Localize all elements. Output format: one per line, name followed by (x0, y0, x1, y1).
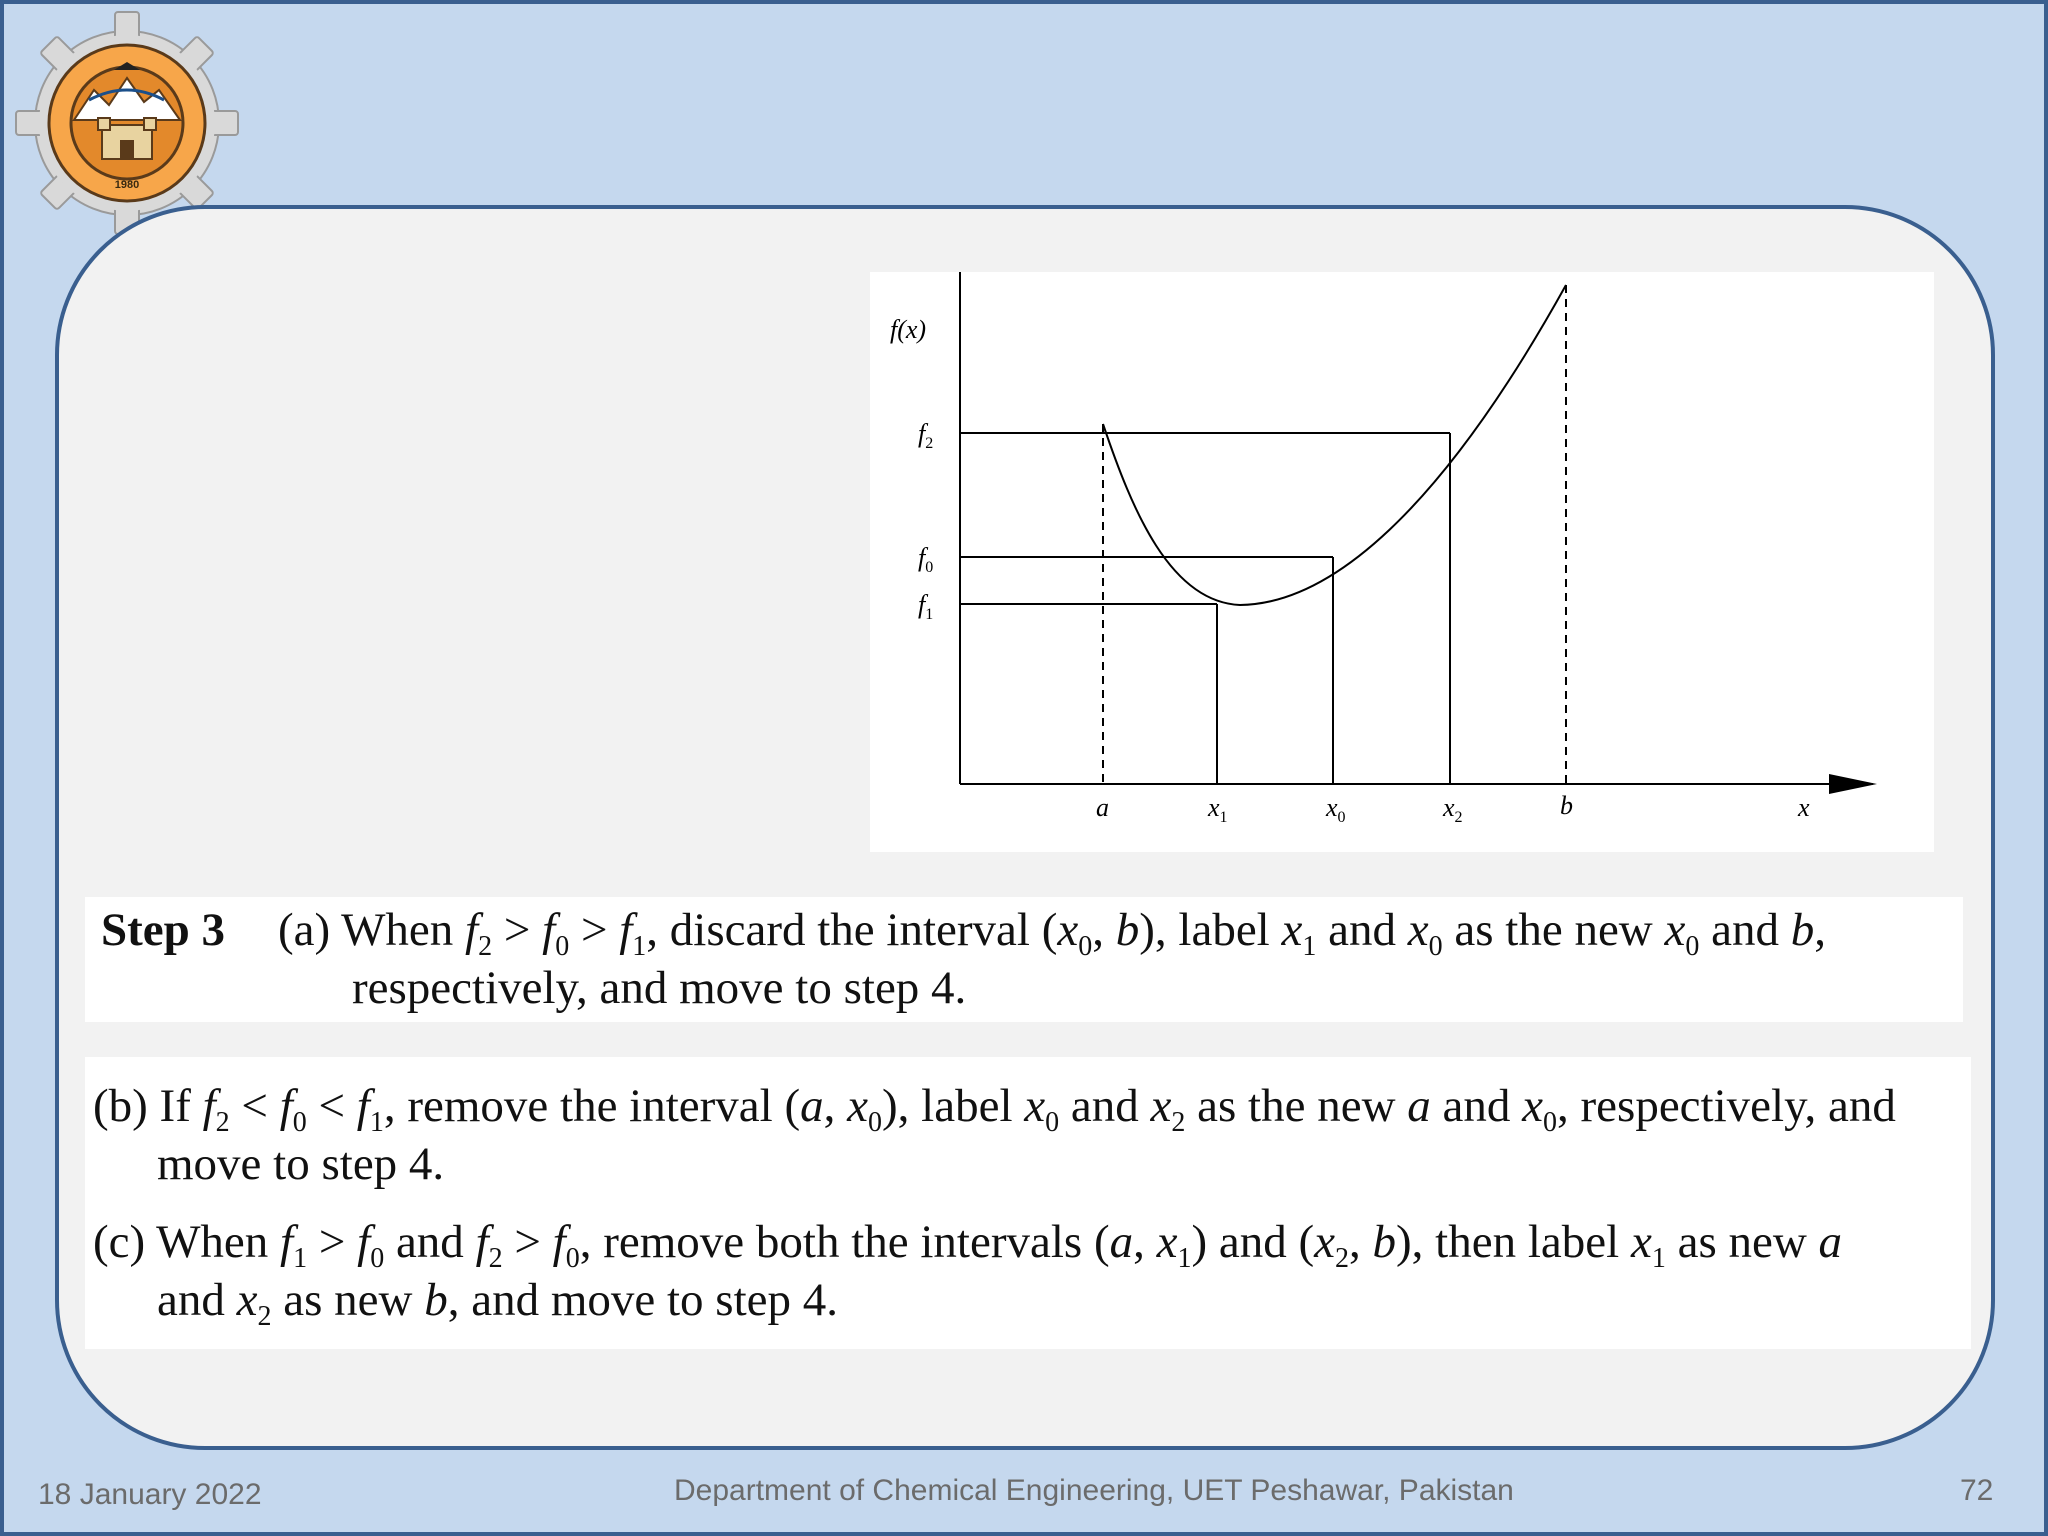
y-tick-f2: $f_2$ (918, 419, 934, 452)
y-tick-f1: $f_1$ (918, 590, 934, 623)
step3-label: Step 3 (101, 904, 226, 956)
step3-c-text: (c) When $f_1 > f_0$ and $f_2 > f_0$, remove both the intervals (a, $x_1$) and ($x_2$, b), then label $x_1$ as new a and $x_2$ as new b, and move to step 4. (93, 1216, 1843, 1332)
footer-department: Department of Chemical Engineering, UET Peshawar, Pakistan (674, 1474, 1514, 1507)
step3-bc-box (85, 1057, 1971, 1349)
step3-box (85, 897, 1963, 1022)
step3-a-text: (a) When $f_2 > f_0 > f_1$, discard the interval ($x_0$, b), label $x_1$ and $x_0$ as the new $x_0$ and b, respectively, and move to step 4. (278, 904, 1826, 1014)
y-tick-f0: $f_0$ (918, 543, 934, 576)
y-axis-label: f(x) (890, 315, 927, 344)
x-tick-x2: $x_2$ (1443, 793, 1463, 826)
x-tick-a: a (1096, 793, 1109, 822)
logo-year: 1980 (114, 179, 140, 191)
x-tick-b: b (1560, 791, 1573, 820)
x-axis-label: x (1798, 793, 1810, 822)
x-tick-x0: $x_0$ (1326, 793, 1346, 826)
footer-date: 18 January 2022 (38, 1478, 262, 1511)
search-diagram (870, 272, 1934, 852)
university-logo (14, 10, 240, 236)
footer-page-number: 72 (1960, 1474, 1994, 1507)
step3-b-text: (b) If $f_2 < f_0 < f_1$, remove the interval (a, $x_0$), label $x_0$ and $x_2$ as the new a and $x_0$, respectively, and move to step 4. (93, 1080, 1896, 1190)
x-tick-x1: $x_1$ (1208, 793, 1228, 826)
